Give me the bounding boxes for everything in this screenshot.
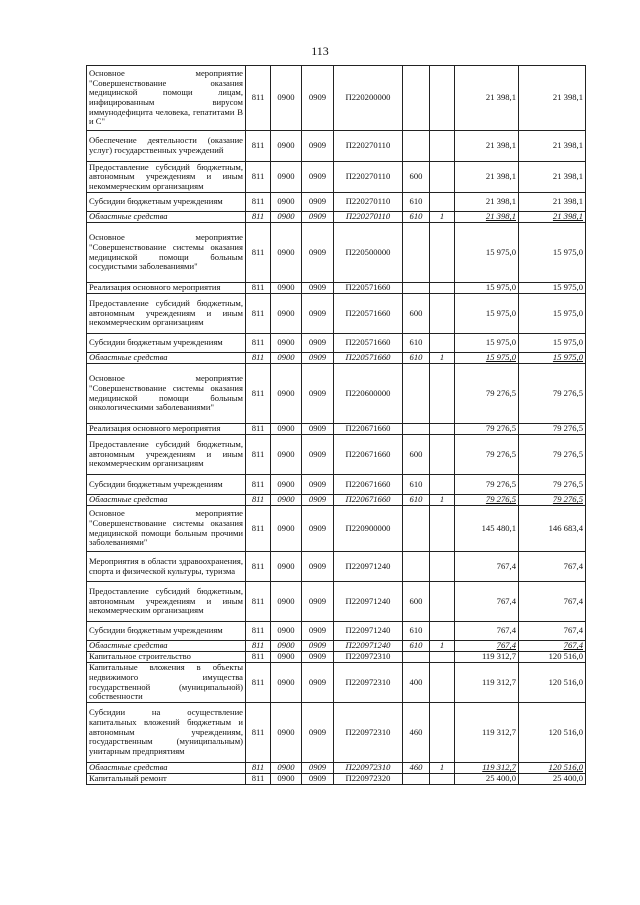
row-name: Обеспечение деятельности (оказание услуг) государственных учреждений — [87, 131, 246, 162]
amount-year-2: 79 276,5 — [519, 424, 586, 435]
amount-year-2: 767,4 — [519, 582, 586, 622]
expense-type-code — [403, 774, 430, 785]
amount-year-1: 767,4 — [455, 641, 519, 652]
amount-year-2: 767,4 — [519, 622, 586, 641]
subsection-code: 0909 — [302, 774, 334, 785]
ministry-code: 811 — [246, 763, 271, 774]
source-code: 1 — [430, 763, 455, 774]
table-row — [87, 506, 586, 552]
ministry-code: 811 — [246, 294, 271, 334]
row-name: Предоставление субсидий бюджетным, автономным учреждениям и иным некоммерческим организациям — [87, 294, 246, 334]
target-code: П220500000 — [334, 223, 403, 283]
section-code: 0900 — [271, 703, 302, 763]
ministry-code: 811 — [246, 364, 271, 424]
subsection-code: 0909 — [302, 475, 334, 495]
ministry-code: 811 — [246, 162, 271, 193]
target-code: П220571660 — [334, 353, 403, 364]
amount-year-2: 120 516,0 — [519, 663, 586, 703]
subsection-code: 0909 — [302, 495, 334, 506]
source-code — [430, 774, 455, 785]
target-code: П220270110 — [334, 193, 403, 212]
subsection-code: 0909 — [302, 294, 334, 334]
subsection-code: 0909 — [302, 424, 334, 435]
target-code: П220671660 — [334, 475, 403, 495]
row-name: Субсидии бюджетным учреждениям — [87, 475, 246, 495]
expense-type-code: 610 — [403, 212, 430, 223]
source-code: 1 — [430, 495, 455, 506]
table-row — [87, 435, 586, 475]
amount-year-1: 119 312,7 — [455, 652, 519, 663]
table-row — [87, 424, 586, 435]
row-name: Областные средства — [87, 495, 246, 506]
amount-year-2: 79 276,5 — [519, 475, 586, 495]
section-code: 0900 — [271, 364, 302, 424]
expense-type-code: 600 — [403, 582, 430, 622]
row-name: Основное мероприятие "Совершенствование системы оказания медицинской помощи больным сосудистыми заболеваниями" — [87, 223, 246, 283]
section-code: 0900 — [271, 552, 302, 582]
target-code: П220571660 — [334, 334, 403, 353]
row-name: Капитальный ремонт — [87, 774, 246, 785]
ministry-code: 811 — [246, 663, 271, 703]
table-row — [87, 294, 586, 334]
section-code: 0900 — [271, 774, 302, 785]
target-code: П220571660 — [334, 283, 403, 294]
table-row — [87, 353, 586, 364]
expense-type-code — [403, 364, 430, 424]
source-code — [430, 364, 455, 424]
amount-year-1: 21 398,1 — [455, 193, 519, 212]
expense-type-code: 610 — [403, 193, 430, 212]
table-row — [87, 622, 586, 641]
row-name: Предоставление субсидий бюджетным, автономным учреждениям и иным некоммерческим организациям — [87, 582, 246, 622]
ministry-code: 811 — [246, 66, 271, 131]
subsection-code: 0909 — [302, 663, 334, 703]
row-name: Областные средства — [87, 763, 246, 774]
expense-type-code: 600 — [403, 162, 430, 193]
amount-year-2: 21 398,1 — [519, 66, 586, 131]
amount-year-2: 146 683,4 — [519, 506, 586, 552]
target-code: П220972310 — [334, 663, 403, 703]
table-row — [87, 582, 586, 622]
subsection-code: 0909 — [302, 763, 334, 774]
source-code — [430, 506, 455, 552]
amount-year-2: 120 516,0 — [519, 703, 586, 763]
target-code: П220971240 — [334, 552, 403, 582]
row-name: Предоставление субсидий бюджетным, автономным учреждениям и иным некоммерческим организациям — [87, 435, 246, 475]
amount-year-1: 767,4 — [455, 582, 519, 622]
source-code — [430, 663, 455, 703]
expense-type-code: 460 — [403, 703, 430, 763]
ministry-code: 811 — [246, 212, 271, 223]
row-name: Предоставление субсидий бюджетным, автономным учреждениям и иным некоммерческим организациям — [87, 162, 246, 193]
expense-type-code — [403, 283, 430, 294]
table-row — [87, 283, 586, 294]
row-name: Реализация основного мероприятия — [87, 424, 246, 435]
source-code — [430, 162, 455, 193]
expense-type-code: 600 — [403, 294, 430, 334]
source-code — [430, 552, 455, 582]
amount-year-2: 767,4 — [519, 552, 586, 582]
subsection-code: 0909 — [302, 364, 334, 424]
target-code: П220671660 — [334, 424, 403, 435]
section-code: 0900 — [271, 334, 302, 353]
table-row — [87, 763, 586, 774]
section-code: 0900 — [271, 663, 302, 703]
section-code: 0900 — [271, 162, 302, 193]
amount-year-1: 21 398,1 — [455, 131, 519, 162]
target-code: П220971240 — [334, 622, 403, 641]
target-code: П220972310 — [334, 703, 403, 763]
amount-year-1: 767,4 — [455, 552, 519, 582]
section-code: 0900 — [271, 294, 302, 334]
expense-type-code — [403, 652, 430, 663]
table-row — [87, 334, 586, 353]
amount-year-1: 79 276,5 — [455, 495, 519, 506]
amount-year-2: 15 975,0 — [519, 223, 586, 283]
table-row — [87, 475, 586, 495]
expense-type-code: 600 — [403, 435, 430, 475]
amount-year-2: 120 516,0 — [519, 763, 586, 774]
subsection-code: 0909 — [302, 622, 334, 641]
subsection-code: 0909 — [302, 283, 334, 294]
amount-year-2: 21 398,1 — [519, 131, 586, 162]
section-code: 0900 — [271, 212, 302, 223]
table-row — [87, 193, 586, 212]
expense-type-code: 400 — [403, 663, 430, 703]
source-code — [430, 475, 455, 495]
subsection-code: 0909 — [302, 212, 334, 223]
table-row — [87, 703, 586, 763]
table-row — [87, 663, 586, 703]
table-body — [87, 66, 586, 785]
amount-year-2: 15 975,0 — [519, 294, 586, 334]
subsection-code: 0909 — [302, 131, 334, 162]
row-name: Субсидии бюджетным учреждениям — [87, 193, 246, 212]
target-code: П220972310 — [334, 763, 403, 774]
row-name: Субсидии бюджетным учреждениям — [87, 622, 246, 641]
row-name: Реализация основного мероприятия — [87, 283, 246, 294]
expense-type-code — [403, 131, 430, 162]
row-name: Областные средства — [87, 641, 246, 652]
amount-year-2: 120 516,0 — [519, 652, 586, 663]
expense-type-code: 610 — [403, 641, 430, 652]
target-code: П220200000 — [334, 66, 403, 131]
amount-year-1: 21 398,1 — [455, 66, 519, 131]
amount-year-2: 15 975,0 — [519, 283, 586, 294]
ministry-code: 811 — [246, 652, 271, 663]
section-code: 0900 — [271, 353, 302, 364]
row-name: Субсидии на осуществление капитальных вложений бюджетным и автономным учреждениям, государственным (муниципальным) унитарным предприятиям — [87, 703, 246, 763]
section-code: 0900 — [271, 652, 302, 663]
ministry-code: 811 — [246, 475, 271, 495]
table-row — [87, 364, 586, 424]
row-name: Областные средства — [87, 212, 246, 223]
amount-year-2: 79 276,5 — [519, 364, 586, 424]
amount-year-1: 119 312,7 — [455, 703, 519, 763]
subsection-code: 0909 — [302, 353, 334, 364]
source-code — [430, 193, 455, 212]
amount-year-1: 21 398,1 — [455, 162, 519, 193]
amount-year-2: 79 276,5 — [519, 495, 586, 506]
row-name: Областные средства — [87, 353, 246, 364]
expense-type-code — [403, 424, 430, 435]
source-code — [430, 435, 455, 475]
row-name: Основное мероприятие "Совершенствование системы оказания медицинской помощи больным прочими заболеваниями" — [87, 506, 246, 552]
subsection-code: 0909 — [302, 552, 334, 582]
source-code — [430, 294, 455, 334]
source-code — [430, 622, 455, 641]
expense-type-code: 460 — [403, 763, 430, 774]
page-number: 113 — [311, 44, 329, 58]
section-code: 0900 — [271, 66, 302, 131]
section-code: 0900 — [271, 424, 302, 435]
section-code: 0900 — [271, 582, 302, 622]
table-row — [87, 652, 586, 663]
ministry-code: 811 — [246, 223, 271, 283]
section-code: 0900 — [271, 223, 302, 283]
row-name: Мероприятия в области здравоохранения, спорта и физической культуры, туризма — [87, 552, 246, 582]
amount-year-1: 767,4 — [455, 622, 519, 641]
amount-year-2: 25 400,0 — [519, 774, 586, 785]
amount-year-1: 79 276,5 — [455, 475, 519, 495]
ministry-code: 811 — [246, 424, 271, 435]
amount-year-1: 145 480,1 — [455, 506, 519, 552]
source-code: 1 — [430, 212, 455, 223]
ministry-code: 811 — [246, 131, 271, 162]
source-code — [430, 283, 455, 294]
row-name: Основное мероприятие "Совершенствование системы оказания медицинской помощи больным онкологическими заболеваниями" — [87, 364, 246, 424]
section-code: 0900 — [271, 763, 302, 774]
target-code: П220671660 — [334, 435, 403, 475]
amount-year-2: 21 398,1 — [519, 162, 586, 193]
table-row — [87, 162, 586, 193]
row-name: Капитальное строительство — [87, 652, 246, 663]
table-row — [87, 223, 586, 283]
target-code: П220600000 — [334, 364, 403, 424]
ministry-code: 811 — [246, 495, 271, 506]
section-code: 0900 — [271, 641, 302, 652]
table-row — [87, 131, 586, 162]
expense-type-code: 610 — [403, 353, 430, 364]
row-name: Субсидии бюджетным учреждениям — [87, 334, 246, 353]
source-code: 1 — [430, 353, 455, 364]
amount-year-1: 79 276,5 — [455, 435, 519, 475]
amount-year-2: 15 975,0 — [519, 334, 586, 353]
target-code: П220270110 — [334, 131, 403, 162]
amount-year-1: 15 975,0 — [455, 334, 519, 353]
amount-year-1: 15 975,0 — [455, 353, 519, 364]
amount-year-1: 25 400,0 — [455, 774, 519, 785]
subsection-code: 0909 — [302, 652, 334, 663]
source-code — [430, 334, 455, 353]
target-code: П220972310 — [334, 652, 403, 663]
amount-year-1: 15 975,0 — [455, 283, 519, 294]
subsection-code: 0909 — [302, 506, 334, 552]
amount-year-1: 79 276,5 — [455, 364, 519, 424]
subsection-code: 0909 — [302, 703, 334, 763]
target-code: П220971240 — [334, 641, 403, 652]
section-code: 0900 — [271, 495, 302, 506]
ministry-code: 811 — [246, 193, 271, 212]
section-code: 0900 — [271, 475, 302, 495]
section-code: 0900 — [271, 283, 302, 294]
subsection-code: 0909 — [302, 582, 334, 622]
expense-type-code — [403, 552, 430, 582]
amount-year-2: 21 398,1 — [519, 212, 586, 223]
target-code: П220270110 — [334, 212, 403, 223]
ministry-code: 811 — [246, 622, 271, 641]
target-code: П220671660 — [334, 495, 403, 506]
amount-year-1: 119 312,7 — [455, 663, 519, 703]
subsection-code: 0909 — [302, 223, 334, 283]
subsection-code: 0909 — [302, 193, 334, 212]
expense-type-code — [403, 66, 430, 131]
section-code: 0900 — [271, 506, 302, 552]
source-code: 1 — [430, 641, 455, 652]
amount-year-2: 21 398,1 — [519, 193, 586, 212]
section-code: 0900 — [271, 435, 302, 475]
source-code — [430, 582, 455, 622]
source-code — [430, 66, 455, 131]
ministry-code: 811 — [246, 283, 271, 294]
table-row — [87, 495, 586, 506]
target-code: П220971240 — [334, 582, 403, 622]
ministry-code: 811 — [246, 334, 271, 353]
section-code: 0900 — [271, 193, 302, 212]
ministry-code: 811 — [246, 552, 271, 582]
expense-type-code — [403, 506, 430, 552]
table-row — [87, 774, 586, 785]
amount-year-1: 21 398,1 — [455, 212, 519, 223]
target-code: П220270110 — [334, 162, 403, 193]
ministry-code: 811 — [246, 774, 271, 785]
section-code: 0900 — [271, 622, 302, 641]
amount-year-2: 79 276,5 — [519, 435, 586, 475]
section-code: 0900 — [271, 131, 302, 162]
budget-table — [86, 65, 586, 785]
target-code: П220571660 — [334, 294, 403, 334]
ministry-code: 811 — [246, 435, 271, 475]
subsection-code: 0909 — [302, 162, 334, 193]
ministry-code: 811 — [246, 582, 271, 622]
subsection-code: 0909 — [302, 641, 334, 652]
ministry-code: 811 — [246, 641, 271, 652]
amount-year-1: 15 975,0 — [455, 294, 519, 334]
source-code — [430, 223, 455, 283]
ministry-code: 811 — [246, 506, 271, 552]
source-code — [430, 131, 455, 162]
table-row — [87, 641, 586, 652]
expense-type-code: 610 — [403, 475, 430, 495]
amount-year-2: 767,4 — [519, 641, 586, 652]
expense-type-code — [403, 223, 430, 283]
subsection-code: 0909 — [302, 334, 334, 353]
source-code — [430, 652, 455, 663]
table-row — [87, 66, 586, 131]
subsection-code: 0909 — [302, 66, 334, 131]
source-code — [430, 703, 455, 763]
row-name: Основное мероприятие "Совершенствование оказания медицинской помощи лицам, инфицированным вирусом иммунодефицита человека, гепатитами В и С" — [87, 66, 246, 131]
expense-type-code: 610 — [403, 334, 430, 353]
target-code: П220900000 — [334, 506, 403, 552]
table-row — [87, 552, 586, 582]
ministry-code: 811 — [246, 703, 271, 763]
amount-year-1: 119 312,7 — [455, 763, 519, 774]
amount-year-2: 15 975,0 — [519, 353, 586, 364]
subsection-code: 0909 — [302, 435, 334, 475]
ministry-code: 811 — [246, 353, 271, 364]
amount-year-1: 15 975,0 — [455, 223, 519, 283]
target-code: П220972320 — [334, 774, 403, 785]
row-name: Капитальные вложения в объекты недвижимого имущества государственной (муниципальной) собственности — [87, 663, 246, 703]
expense-type-code: 610 — [403, 495, 430, 506]
amount-year-1: 79 276,5 — [455, 424, 519, 435]
source-code — [430, 424, 455, 435]
expense-type-code: 610 — [403, 622, 430, 641]
table-row — [87, 212, 586, 223]
